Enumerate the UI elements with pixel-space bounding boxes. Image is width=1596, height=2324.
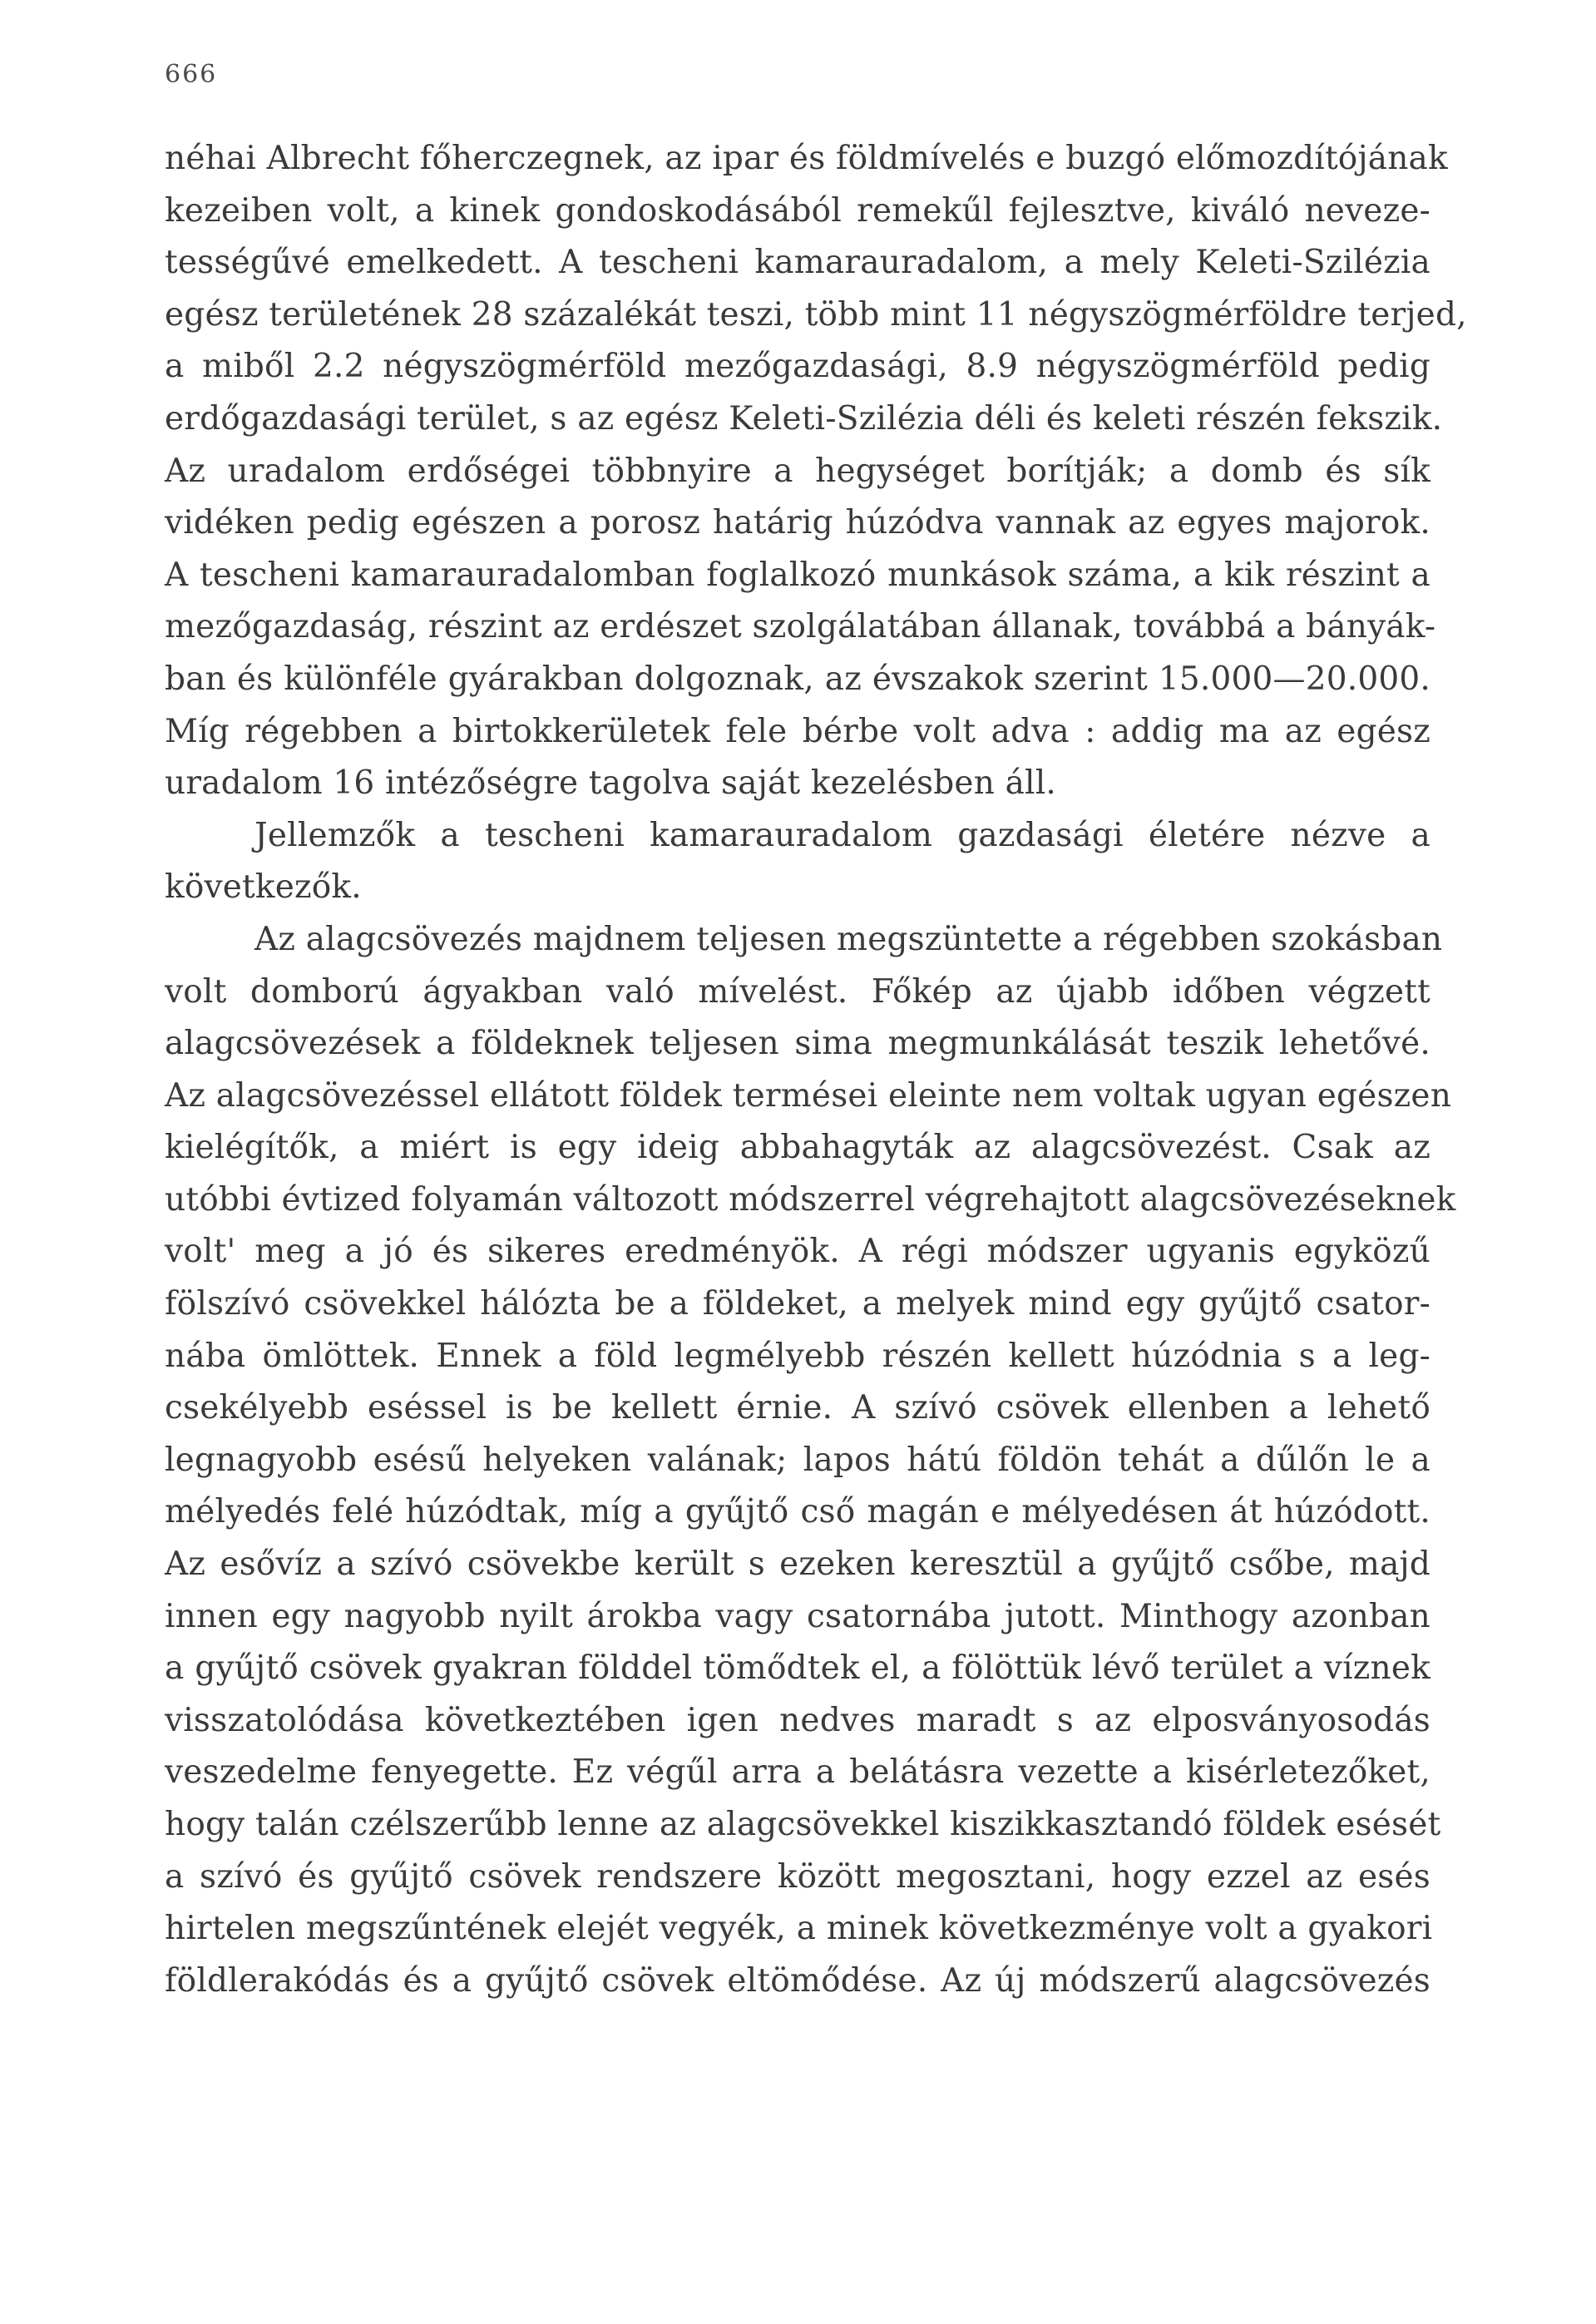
text-line: földlerakódás és a gyűjtő csövek eltömődése. Az új módszerű alagcsövezés <box>165 1961 1430 2000</box>
text-line: néhai Albrecht főherczegnek, az ipar és földmívelés e buzgó előmozdítójának <box>165 140 1448 177</box>
text-line: legnagyobb esésű helyeken valának; lapos hátú földön tehát a dűlőn le a <box>165 1441 1430 1479</box>
text-line: alagcsövezések a földeknek teljesen sima megmunkálását teszik lehetővé. <box>165 1025 1430 1063</box>
text-line: Az alagcsövezés majdnem teljesen megszüntette a régebben szokásban <box>254 920 1443 958</box>
text-line: a szívó és gyűjtő csövek rendszere között megosztani, hogy ezzel az esés <box>165 1857 1430 1896</box>
text-line: kielégítők, a miért is egy ideig abbahagyták az alagcsövezést. Csak az <box>165 1129 1430 1167</box>
text-line: tességűvé emelkedett. A tescheni kamarauradalom, a mely Keleti-Szilézia <box>165 244 1430 282</box>
text-line: volt' meg a jó és sikeres eredményök. A régi módszer ugyanis egyközű <box>165 1233 1430 1271</box>
text-line: hogy talán czélszerűbb lenne az alagcsövekkel kiszikkasztandó földek esését <box>165 1806 1441 1843</box>
text-line: nába ömlöttek. Ennek a föld legmélyebb részén kellett húzódnia s a leg- <box>165 1337 1430 1375</box>
text-line: mezőgazdaság, részint az erdészet szolgálatában állanak, továbbá a bányák- <box>165 608 1436 646</box>
text-line: a gyűjtő csövek gyakran földdel tömődtek el, a fölöttük lévő terület a víznek <box>165 1649 1430 1688</box>
text-line: uradalom 16 intézőségre tagolva saját kezelésben áll. <box>165 764 1056 803</box>
text-line: erdőgazdasági terület, s az egész Keleti-Szilézia déli és keleti részén fekszik. <box>165 399 1443 438</box>
text-line: egész területének 28 százalékát teszi, több mint 11 négyszögmérföldre terjed, <box>165 295 1467 334</box>
text-line: ban és különféle gyárakban dolgoznak, az évszakok szerint 15.000—20.000. <box>165 660 1430 698</box>
text-line: Az alagcsövezéssel ellátott földek termései eleinte nem voltak ugyan egészen <box>165 1076 1452 1115</box>
text-line: veszedelme fenyegette. Ez végűl arra a belátásra vezette a kisérletezőket, <box>165 1753 1430 1792</box>
text-line: fölszívó csövekkel hálózta be a földeket, a melyek mind egy gyűjtő csator- <box>165 1285 1430 1323</box>
text-line: csekélyebb eséssel is be kellett érnie. A szívó csövek ellenben a lehető <box>165 1389 1430 1427</box>
text-line: innen egy nagyobb nyilt árokba vagy csatornába jutott. Minthogy azonban <box>165 1597 1430 1635</box>
text-line: Míg régebben a birtokkerületek fele bérbe volt adva : addig ma az egész <box>165 712 1430 750</box>
text-line: visszatolódása következtében igen nedves maradt s az elposványosodás <box>165 1701 1430 1739</box>
text-line: vidéken pedig egészen a porosz határig húzódva vannak az egyes majorok. <box>165 504 1430 542</box>
body-text <box>165 133 1467 2007</box>
text-line: hirtelen megszűntének elejét vegyék, a minek következménye volt a gyakori <box>165 1910 1433 1948</box>
page-number: 666 <box>165 60 218 89</box>
text-line: a miből 2.2 négyszögmérföld mezőgazdasági, 8.9 négyszögmérföld pedig <box>165 348 1430 386</box>
text-line: mélyedés felé húzódtak, míg a gyűjtő cső magán e mélyedésen át húzódott. <box>165 1493 1430 1531</box>
text-line: következők. <box>165 868 362 907</box>
text-line: Jellemzők a tescheni kamarauradalom gazdasági életére nézve a <box>254 816 1430 854</box>
text-line: utóbbi évtized folyamán változott módszerrel végrehajtott alagcsövezéseknek <box>165 1180 1456 1219</box>
text-line: Az uradalom erdőségei többnyire a hegységet borítják; a domb és sík <box>165 452 1430 490</box>
text-line: volt domború ágyakban való mívelést. Főkép az újabb időben végzett <box>165 972 1430 1011</box>
text-line: A tescheni kamarauradalomban foglalkozó munkások száma, a kik részint a <box>165 556 1430 594</box>
text-line: Az esővíz a szívó csövekbe került s ezeken keresztül a gyűjtő csőbe, majd <box>165 1545 1430 1584</box>
text-line: kezeiben volt, a kinek gondoskodásából remekűl fejlesztve, kiváló neveze- <box>165 191 1430 230</box>
